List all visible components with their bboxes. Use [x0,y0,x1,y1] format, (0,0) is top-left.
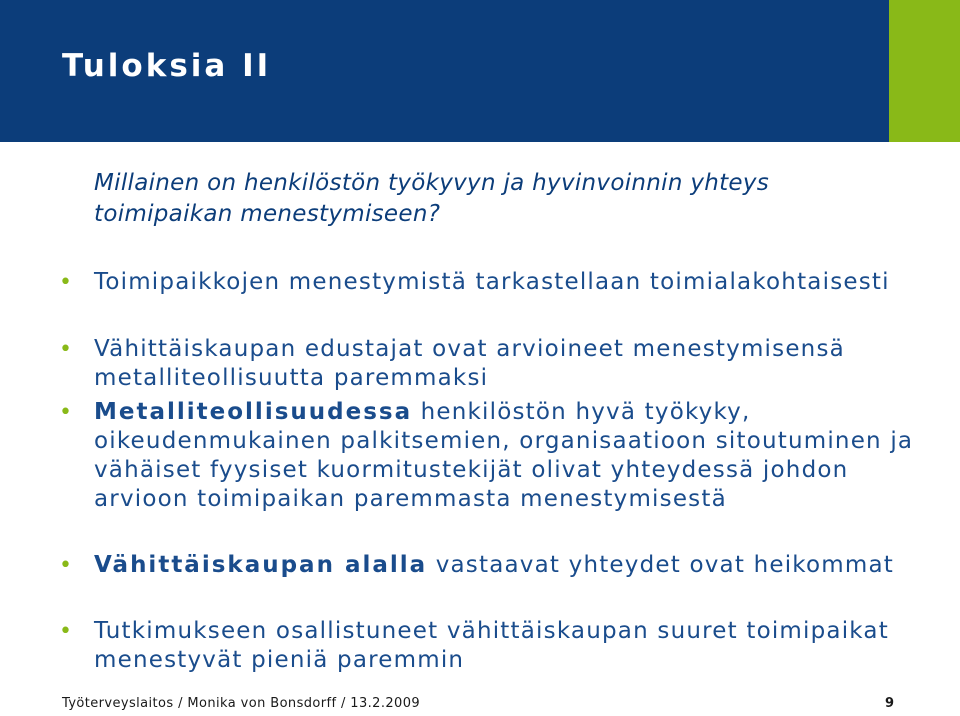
bullet-item [59,335,934,393]
bullet-dot-icon: • [59,337,74,362]
header-accent-bar [889,0,960,142]
bullet-item [59,617,934,675]
bullet-dot-icon: • [59,400,74,425]
bullet-dot-icon: • [59,619,74,644]
bullet-text: henkilöstön hyvä työkyky, oikeudenmukainen palkitsemien, organisaatioon sitoutuminen ja vähäiset fyysiset kuormitustekijät olivat yhteydessä johdon arvioon toimipaikan paremmasta menestymisestä [94,399,914,512]
bullet-bold-lead: Metalliteollisuudessa [94,399,413,425]
bullet-text: vastaavat yhteydet ovat heikommat [427,552,894,578]
bullet-dot-icon: • [59,270,74,295]
bullet-item [59,551,934,580]
footer-credits: Työterveyslaitos / Monika von Bonsdorff / 13.2.2009 [62,696,421,711]
slide-title: Tuloksia II [62,48,272,84]
bullet-bold-lead: Vähittäiskaupan alalla [94,552,428,578]
page-number: 9 [885,696,895,711]
bullet-text: Vähittäiskaupan edustajat ovat arvioineet menestymisensä metalliteollisuutta paremmaksi [94,336,845,391]
bullet-item [59,398,934,514]
bullet-dot-icon: • [59,553,74,578]
slide-subtitle: Millainen on henkilöstön työkyvyn ja hyvinvoinnin yhteys toimipaikan menestymiseen? [94,170,770,227]
bullet-item [59,268,934,297]
bullet-text: Tutkimukseen osallistuneet vähittäiskaupan suuret toimipaikat menestyvät pieniä paremmin [94,618,889,673]
bullet-text: Toimipaikkojen menestymistä tarkastellaan toimialakohtaisesti [94,269,890,295]
